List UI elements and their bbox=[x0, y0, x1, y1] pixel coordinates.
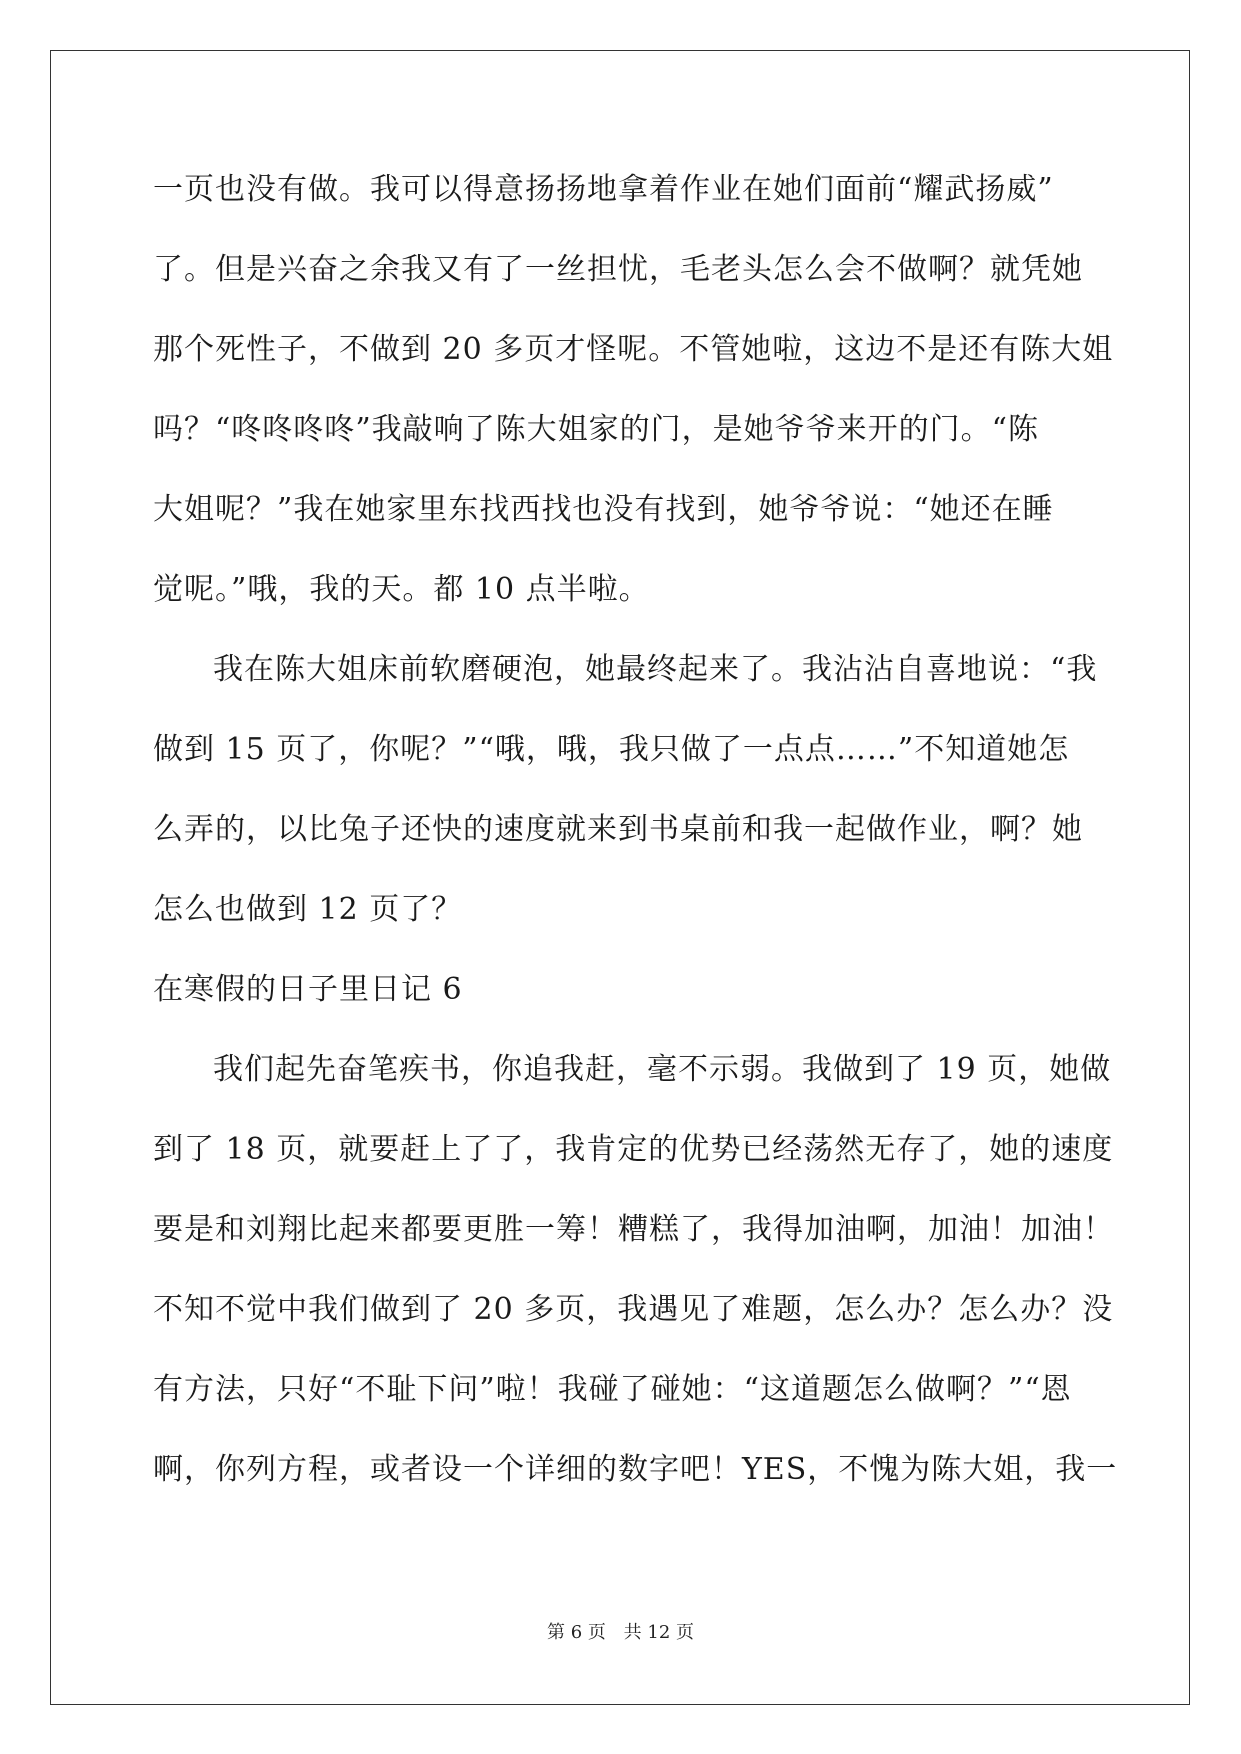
paragraph-first-line: 我在陈大姐床前软磨硬泡，她最终起来了。我沾沾自喜地说：“我 bbox=[213, 652, 1098, 687]
document-body bbox=[153, 150, 1118, 1510]
text-line: 有方法，只好“不耻下问”啦！我碰了碰她：“这道题怎么做啊？”“恩 bbox=[153, 1372, 1072, 1407]
text-line: 大姐呢？”我在她家里东找西找也没有找到，她爷爷说：“她还在睡 bbox=[153, 492, 1054, 527]
paragraph-first-line: 我们起先奋笔疾书，你追我赶，毫不示弱。我做到了 19 页，她做 bbox=[213, 1052, 1112, 1087]
text-line: 不知不觉中我们做到了 20 多页，我遇见了难题，怎么办？怎么办？没 bbox=[153, 1292, 1114, 1327]
text-line: 一页也没有做。我可以得意扬扬地拿着作业在她们面前“耀武扬威” bbox=[153, 172, 1054, 207]
page-total: 共 12 页 bbox=[623, 1622, 694, 1643]
section-heading: 在寒假的日子里日记 6 bbox=[153, 972, 463, 1007]
text-line: 到了 18 页，就要赶上了了，我肯定的优势已经荡然无存了，她的速度 bbox=[153, 1132, 1114, 1167]
text-line: 做到 15 页了，你呢？”“哦，哦，我只做了一点点……”不知道她怎 bbox=[153, 732, 1070, 767]
text-line: 了。但是兴奋之余我又有了一丝担忧，毛老头怎么会不做啊？就凭她 bbox=[153, 252, 1083, 287]
text-line: 么弄的，以比兔子还快的速度就来到书桌前和我一起做作业，啊？她 bbox=[153, 812, 1083, 847]
text-line: 要是和刘翔比起来都要更胜一筹！糟糕了，我得加油啊，加油！加油！ bbox=[153, 1212, 1114, 1247]
text-line: 啊，你列方程，或者设一个详细的数字吧！YES，不愧为陈大姐，我一 bbox=[153, 1452, 1118, 1487]
page-number: 第 6 页 bbox=[547, 1622, 606, 1643]
text-line: 吗？“咚咚咚咚”我敲响了陈大姐家的门，是她爷爷来开的门。“陈 bbox=[153, 412, 1040, 447]
page-footer bbox=[0, 1618, 1241, 1644]
text-line: 觉呢。”哦，我的天。都 10 点半啦。 bbox=[153, 572, 650, 607]
text-line: 怎么也做到 12 页了？ bbox=[153, 892, 463, 927]
text-line: 那个死性子，不做到 20 多页才怪呢。不管她啦，这边不是还有陈大姐 bbox=[153, 332, 1114, 367]
